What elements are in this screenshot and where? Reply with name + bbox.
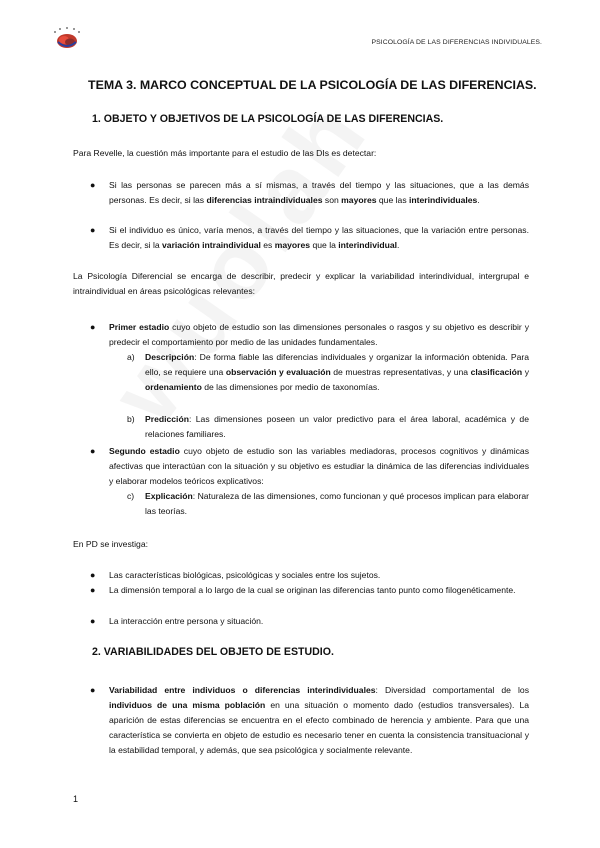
bullet-icon: ● bbox=[90, 322, 96, 332]
list-item: Primer estadio cuyo objeto de estudio son las dimensiones personales o rasgos y su objetivo es describir y predecir el comportamiento por medio de las unidades fundamentales. bbox=[109, 322, 529, 347]
bullet-icon: ● bbox=[90, 685, 96, 695]
section-2-title: 2. VARIABILIDADES DEL OBJETO DE ESTUDIO. bbox=[92, 646, 334, 658]
bullet-icon: ● bbox=[90, 180, 96, 190]
list-marker: b) bbox=[127, 414, 135, 424]
list-item: La interacción entre persona y situación. bbox=[109, 616, 264, 626]
bullet-icon: ● bbox=[90, 570, 96, 580]
bullet-icon: ● bbox=[90, 225, 96, 235]
paragraph-3: En PD se investiga: bbox=[73, 539, 148, 549]
list-item: Predicción: Las dimensiones poseen un valor predictivo para el área laboral, académica y de relaciones familiares. bbox=[145, 414, 529, 439]
list-marker: c) bbox=[127, 491, 135, 501]
bullet-icon: ● bbox=[90, 616, 96, 626]
list-item: Variabilidad entre individuos o diferencias interindividuales: Diversidad comportamental de los individuos de una misma población en una situación o momento dado (estudios transversales). La aparición de estas diferencias se encuentra en el efecto combinado de herencia y ambiente. Para que una característica se convierta en objeto de estudio es necesario tener en cuenta la consistencia transituacional y la estabilidad temporal, y además, que sea psicológica y socialmente relevante. bbox=[109, 685, 530, 755]
list-item: Si el individuo es único, varía menos, a través del tiempo y las situaciones, que la variación entre personas. Es decir, si la variación intraindividual es mayores que la interindividual. bbox=[109, 225, 529, 250]
list-item: Descripción: De forma fiable las diferencias individuales y organizar la información obtenida. Para ello, se requiere una observación y evaluación de muestras representativas, y una clasificación y ordenamiento de las dimensiones por medio de taxonomías. bbox=[145, 352, 529, 392]
header-title: PSICOLOGÍA DE LAS DIFERENCIAS INDIVIDUALES. bbox=[371, 39, 542, 46]
paragraph-2: La Psicología Diferencial se encarga de describir, predecir y explicar la variabilidad interindividual, intergrupal e intraindividual en áreas psicológicas relevantes: bbox=[73, 271, 529, 296]
document-title: TEMA 3. MARCO CONCEPTUAL DE LA PSICOLOGÍA DE LAS DIFERENCIAS. bbox=[88, 78, 537, 92]
section-1-title: 1. OBJETO Y OBJETIVOS DE LA PSICOLOGÍA DE LAS DIFERENCIAS. bbox=[92, 113, 444, 125]
brain-logo-icon bbox=[50, 26, 84, 52]
list-item: Las características biológicas, psicológicas y sociales entre los sujetos. bbox=[109, 570, 381, 580]
page-number: 1 bbox=[73, 794, 79, 804]
bullet-icon: ● bbox=[90, 446, 96, 456]
list-item: La dimensión temporal a lo largo de la cual se originan las diferencias tanto punto como filogenéticamente. bbox=[109, 585, 516, 595]
list-item: Segundo estadio cuyo objeto de estudio son las variables mediadoras, procesos cognitivos y dinámicas afectivas que interactúan con la situación y su objetivo es estudiar la dinámica de las diferencias individuales y elaborar modelos teóricos explicativos: bbox=[109, 446, 529, 486]
list-item: Explicación: Naturaleza de las dimensiones, como funcionan y qué procesos implican para elaborar las teorías. bbox=[145, 491, 529, 516]
list-marker: a) bbox=[127, 352, 135, 362]
paragraph-1: Para Revelle, la cuestión más importante para el estudio de las DIs es detectar: bbox=[73, 148, 377, 158]
bullet-icon: ● bbox=[90, 585, 96, 595]
list-item: Si las personas se parecen más a sí mismas, a través del tiempo y las situaciones, que a las demás personas. Es decir, si las diferencias intraindividuales son mayores que las interindividuales. bbox=[109, 180, 529, 205]
